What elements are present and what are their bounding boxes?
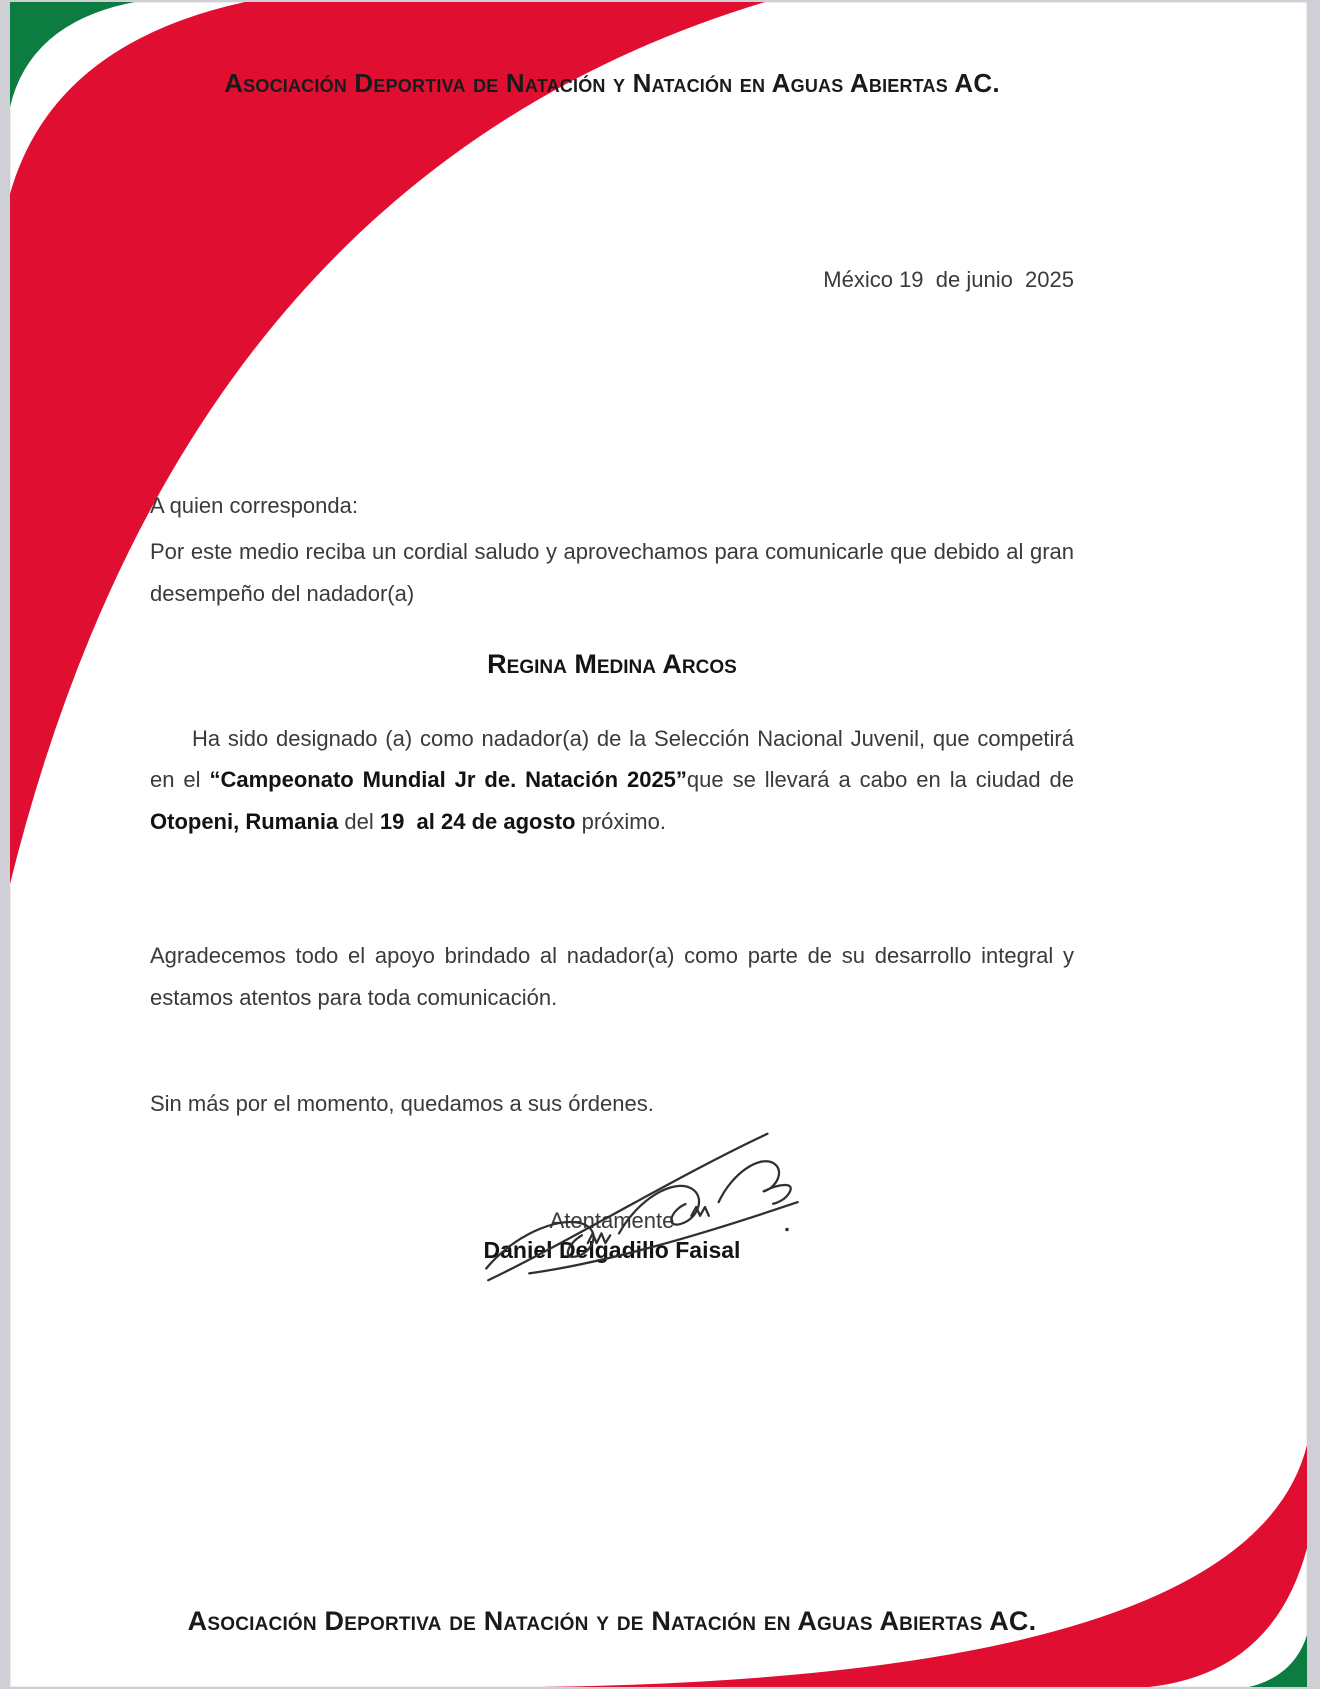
designation-middle: que se llevará a cabo en la ciudad de bbox=[686, 767, 1074, 793]
designation-tail: próximo. bbox=[575, 809, 666, 835]
date-line: México 19 de junio 2025 bbox=[823, 267, 1074, 292]
closing-paragraph: Sin más por el momento, quedamos a sus órdenes. bbox=[150, 1090, 654, 1116]
support-paragraph: Agradecemos todo el apoyo brindado al nadador(a) como parte de su desarrollo integral y estamos atentos para toda comunicación. bbox=[150, 942, 1074, 1010]
designation-paragraph bbox=[150, 718, 1074, 843]
letter-body bbox=[10, 68, 1307, 1264]
ribbon-green-stripe bbox=[1249, 1635, 1307, 1687]
signoff-text: Atentamente bbox=[549, 1208, 675, 1234]
host-city-bold: Otopeni, Rumania bbox=[150, 809, 339, 835]
signer-name: Daniel Delgadillo Faisal bbox=[483, 1237, 741, 1264]
intro-paragraph: Por este medio reciba un cordial saludo y aprovechamos para comunicarle que debido al gran desempeño del nadador(a) bbox=[150, 539, 1074, 606]
event-name-bold: “Campeonato Mundial Jr de. Natación 2025” bbox=[209, 767, 687, 793]
letter-page bbox=[10, 2, 1307, 1687]
header-org-title: Asociación Deportiva de Natación y Natación en Aguas Abiertas AC. bbox=[224, 68, 1000, 98]
designation-lead: Ha sido designado (a) como nadador(a) de la Selección Nacional Juvenil, que competirá en el bbox=[150, 725, 1074, 793]
signature-scribble bbox=[473, 1114, 805, 1300]
swimmer-name: Regina Medina Arcos bbox=[487, 648, 737, 679]
ribbon-red-stripe bbox=[539, 1445, 1307, 1687]
signature-block bbox=[150, 1146, 1074, 1264]
designation-connector: del bbox=[338, 809, 380, 835]
mexican-ribbon-bottom-right bbox=[529, 1438, 1307, 1687]
salutation: A quien corresponda: bbox=[150, 493, 358, 518]
footer-org-title: Asociación Deportiva de Natación y de Natación en Aguas Abiertas AC. bbox=[187, 1606, 1037, 1636]
event-dates-bold: 19 al 24 de agosto bbox=[379, 809, 576, 835]
